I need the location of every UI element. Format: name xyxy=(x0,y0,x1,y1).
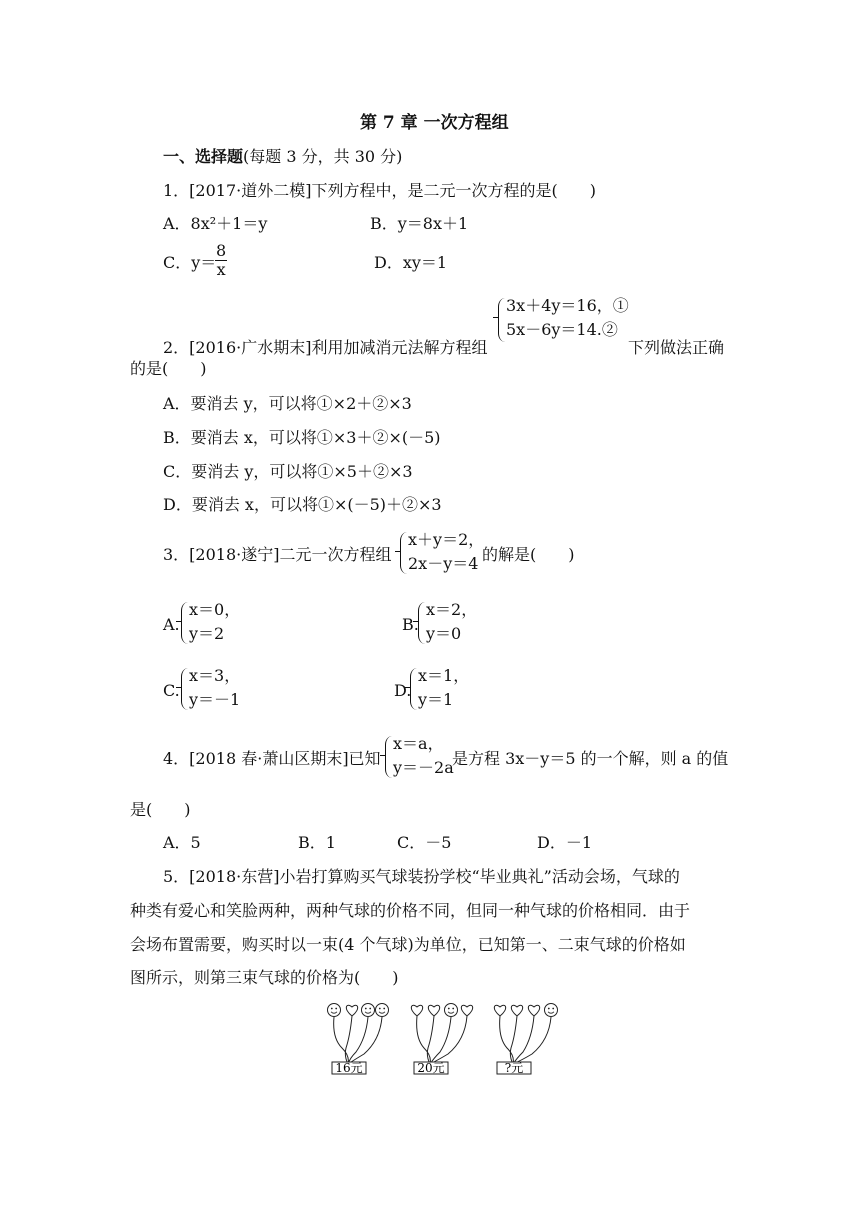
q2-stem-tail: 下列做法正确 xyxy=(628,338,725,357)
brace xyxy=(498,298,505,342)
q2-option-d: D．要消去 x，可以将①×(－5)＋②×3 xyxy=(163,495,442,514)
q5-line-3: 会场布置需要，购买时以一束(4 个气球)为单位，已知第一、二束气球的价格如 xyxy=(130,935,686,954)
q5-line-2: 种类有爱心和笑脸两种，两种气球的价格不同，但同一种气球的价格相同．由于 xyxy=(130,901,691,920)
q3-option-b-row-2: y＝0 xyxy=(426,624,462,643)
q3-stem-tail: 的解是( ) xyxy=(482,545,575,564)
q3-equation-1: x＋y＝2， xyxy=(408,530,485,549)
q3-option-a-row-2: y＝2 xyxy=(189,624,225,643)
q3-option-b-row-1: x＝2， xyxy=(426,600,478,619)
fraction-numerator: 8 xyxy=(216,241,227,260)
q2-stem: 2．[2016·广水期末]利用加减消元法解方程组 xyxy=(163,338,488,357)
brace xyxy=(181,668,188,710)
q4-equation-2: y＝－2a xyxy=(393,758,454,777)
brace xyxy=(385,736,392,778)
brace xyxy=(410,668,417,710)
q1-option-c-fraction xyxy=(215,242,227,279)
q3-option-c-row-2: y＝－1 xyxy=(189,690,241,709)
chapter-title: 第 7 章 一次方程组 xyxy=(360,113,509,133)
q3-option-d-row-1: x＝1， xyxy=(418,666,470,685)
q3-equation-2: 2x－y＝4 xyxy=(408,554,479,573)
q4-option-d: D．－1 xyxy=(537,833,593,852)
q2-option-c: C．要消去 y，可以将①×5＋②×3 xyxy=(163,462,413,481)
q3-option-a-row-1: x＝0， xyxy=(189,600,241,619)
q2-equation-2: 5x－6y＝14.② xyxy=(506,320,618,339)
section-heading xyxy=(163,146,402,168)
q4-option-c: C．－5 xyxy=(397,833,452,852)
q4-option-b: B．1 xyxy=(298,833,336,852)
q1-stem: 1．[2017·道外二模]下列方程中，是二元一次方程的是( ) xyxy=(163,181,596,200)
section-label: 一、选择题 xyxy=(163,147,244,166)
brace xyxy=(418,602,425,644)
q2-equation-1: 3x＋4y＝16，① xyxy=(506,296,629,315)
q1-option-a: A．8x²＋1＝y xyxy=(163,214,268,233)
q1-option-c-prefix: C．y＝ xyxy=(163,253,217,272)
q3-option-c-label: C. xyxy=(163,681,180,700)
q4-stem: 4．[2018 春·萧山区期末]已知 xyxy=(163,749,381,768)
q5-line-1: 5．[2018·东营]小岩打算购买气球装扮学校“毕业典礼”活动会场，气球的 xyxy=(163,867,680,886)
q3-option-a-label: A. xyxy=(163,615,180,634)
bunch-1-price: 16元 xyxy=(335,1061,363,1075)
brace xyxy=(181,602,188,644)
bunch-2-price: 20元 xyxy=(417,1061,445,1075)
fraction-denominator: x xyxy=(216,260,226,279)
q2-option-a: A．要消去 y，可以将①×2＋②×3 xyxy=(163,394,412,413)
section-note: (每题 3 分，共 30 分) xyxy=(243,147,403,166)
q4-stem-tail: 是方程 3x－y＝5 的一个解，则 a 的值 xyxy=(452,749,729,768)
q3-option-b-label: B. xyxy=(402,615,419,634)
balloon-bunch-2 xyxy=(411,1004,472,1076)
bunch-3-price: ?元 xyxy=(504,1061,524,1075)
q3-stem: 3．[2018·遂宁]二元一次方程组 xyxy=(163,545,392,564)
q3-option-c-row-1: x＝3， xyxy=(189,666,241,685)
q2-stem-line2: 的是( ) xyxy=(130,359,207,378)
balloon-bunch-3 xyxy=(494,1004,557,1076)
q4-option-a: A．5 xyxy=(163,833,201,852)
q1-option-b: B．y＝8x＋1 xyxy=(370,214,469,233)
brace xyxy=(400,532,407,574)
q4-equation-1: x＝a， xyxy=(393,734,444,753)
q3-option-d-row-2: y＝1 xyxy=(418,690,454,709)
q1-option-d: D．xy＝1 xyxy=(374,253,448,272)
q5-line-4: 图所示，则第三束气球的价格为( ) xyxy=(130,968,399,987)
balloon-bunches-figure xyxy=(320,998,570,1080)
q4-stem-line2: 是( ) xyxy=(130,800,191,819)
q2-option-b: B．要消去 x，可以将①×3＋②×(－5) xyxy=(163,428,441,447)
q3-option-d-label: D. xyxy=(394,681,412,700)
balloon-bunch-1 xyxy=(328,1004,389,1076)
